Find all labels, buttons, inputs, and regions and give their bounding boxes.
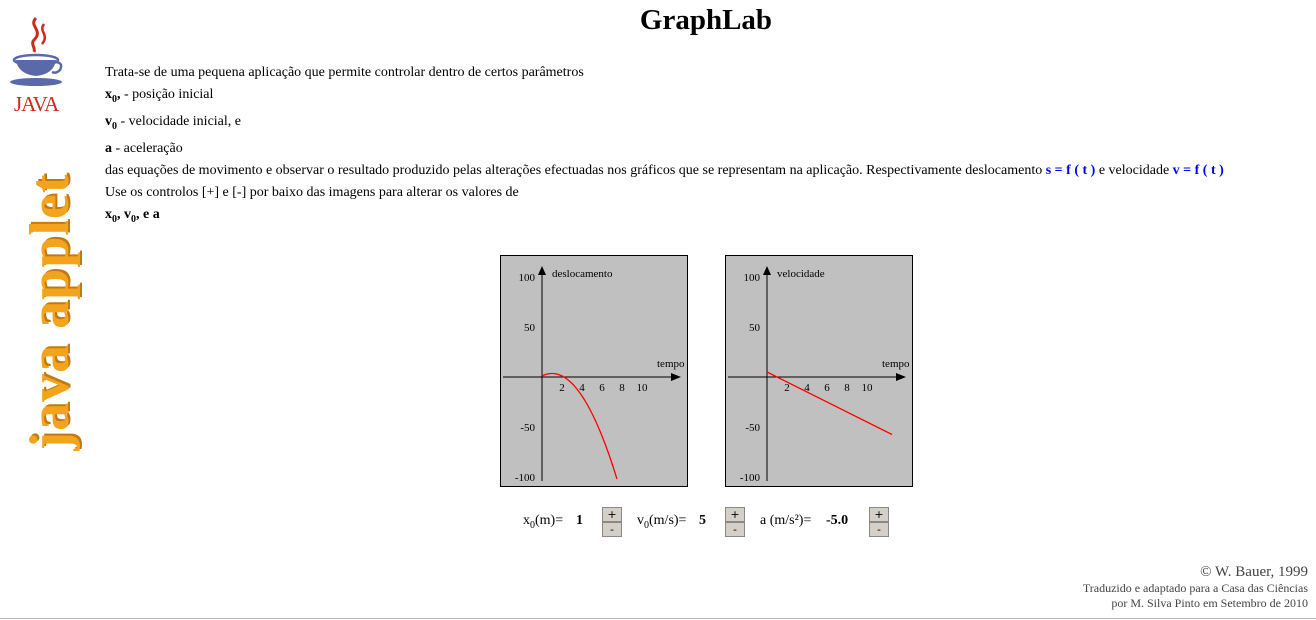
- intro-line-a: [105, 138, 1310, 160]
- displacement-plot: [501, 256, 687, 486]
- sidebar: [0, 0, 90, 620]
- v0-description: - velocidade inicial, e: [117, 113, 241, 129]
- a-value: -5.0: [826, 513, 849, 528]
- param-a: a: [152, 206, 160, 222]
- a-symbol: a: [105, 140, 112, 156]
- s-function: s = f ( t ): [1045, 162, 1096, 178]
- x-tick-label: 6: [824, 382, 830, 394]
- param-sep1: ,: [117, 206, 124, 222]
- x0-decrease-button[interactable]: -: [602, 522, 622, 537]
- y-axis-arrow-icon: [763, 266, 771, 275]
- x0-symbol: x: [105, 87, 112, 102]
- y-tick-label: 100: [743, 272, 760, 284]
- x0-increase-button[interactable]: +: [602, 507, 622, 522]
- x0-stepper: [602, 507, 622, 537]
- x-tick-label: 8: [844, 382, 850, 394]
- x-tick-label: 4: [579, 382, 585, 394]
- java-applet-banner: java applet: [19, 173, 81, 451]
- bottom-rule: [0, 618, 1316, 619]
- x0-label-sub: 0: [530, 519, 535, 531]
- v0-value: 5: [699, 513, 706, 528]
- y-axis-arrow-icon: [538, 266, 546, 275]
- intro-line-x0: [105, 84, 1310, 111]
- x-axis-arrow-icon: [671, 373, 681, 381]
- x-tick-label: 2: [559, 382, 565, 394]
- param-x-sub: 0: [112, 213, 117, 225]
- x0-label-sym: x: [523, 513, 530, 528]
- credit-date: por M. Silva Pinto em Setembro de 2010: [1111, 596, 1308, 610]
- equations-text: das equações de movimento e observar o resultado produzido pelas alterações efectuadas nos gráficos que se representam na aplicação. Respectivamente deslocamento: [105, 162, 1046, 178]
- y-tick-label: 100: [518, 272, 535, 284]
- page-title: GraphLab: [639, 4, 773, 36]
- x-tick-label: 2: [784, 382, 790, 394]
- equations-mid: e velocidade: [1095, 162, 1173, 178]
- x-tick-label: 10: [636, 382, 648, 394]
- intro-line-equations: [105, 160, 1310, 182]
- x-tick-label: 6: [599, 382, 605, 394]
- v0-symbol: v: [105, 113, 112, 129]
- v0-label-sym: v: [637, 513, 644, 528]
- x-tick-label: 4: [804, 382, 810, 394]
- y-tick-label: -100: [739, 472, 760, 484]
- y-tick-label: 50: [524, 322, 535, 334]
- x0-description: - posição inicial: [120, 87, 214, 102]
- intro-line-params: [105, 204, 1310, 231]
- y-tick-label: -100: [514, 472, 535, 484]
- param-x: x: [105, 206, 112, 222]
- y-tick-label: -50: [745, 422, 760, 434]
- v0-subscript: 0: [112, 120, 117, 132]
- v0-stepper: [725, 507, 745, 537]
- x0-control-label: [523, 513, 563, 531]
- x-tick-label: 8: [619, 382, 625, 394]
- y-axis-label: deslocamento: [552, 268, 613, 280]
- x-axis-label: tempo: [882, 358, 910, 370]
- v0-decrease-button[interactable]: -: [725, 522, 745, 537]
- intro-line-1: Trata-se de uma pequena aplicação que permite controlar dentro de certos parâmetros: [105, 65, 584, 80]
- credit-translation: Traduzido e adaptado para a Casa das Ciências: [1082, 581, 1308, 595]
- param-sep2: , e: [136, 206, 153, 222]
- x0-label-unit: (m)=: [535, 513, 564, 528]
- credits: [1083, 564, 1308, 611]
- y-tick-label: -50: [520, 422, 535, 434]
- intro-line-controls: Use os controlos [+] e [-] por baixo das imagens para alterar os valores de: [105, 184, 519, 200]
- java-logo-word: JAVA: [14, 92, 59, 116]
- intro-text: [105, 62, 1310, 230]
- a-increase-button[interactable]: +: [869, 507, 889, 522]
- y-axis-label: velocidade: [777, 268, 825, 280]
- velocity-plot: [726, 256, 912, 486]
- displacement-graph: [500, 255, 688, 487]
- param-v-sub: 0: [131, 213, 136, 225]
- x0-separator: ,: [117, 87, 121, 102]
- credit-author: © W. Bauer, 1999: [1200, 564, 1308, 580]
- a-stepper: [869, 507, 889, 537]
- a-decrease-button[interactable]: -: [869, 522, 889, 537]
- y-tick-label: 50: [749, 322, 760, 334]
- param-v: v: [124, 206, 131, 222]
- v0-control-label: [637, 513, 686, 531]
- x-tick-label: 10: [861, 382, 873, 394]
- a-description: - aceleração: [112, 140, 183, 156]
- intro-line-v0: [105, 111, 1310, 138]
- x0-subscript: 0: [112, 93, 117, 105]
- v-function: v = f ( t ): [1172, 162, 1224, 178]
- v0-increase-button[interactable]: +: [725, 507, 745, 522]
- velocity-graph: [725, 255, 913, 487]
- x0-value: 1: [576, 513, 583, 528]
- v0-label-sub: 0: [644, 519, 649, 531]
- v0-label-unit: (m/s)=: [649, 513, 687, 528]
- x-axis-label: tempo: [657, 358, 685, 370]
- a-control-label: a (m/s²)=: [760, 513, 812, 528]
- x-axis-arrow-icon: [896, 373, 906, 381]
